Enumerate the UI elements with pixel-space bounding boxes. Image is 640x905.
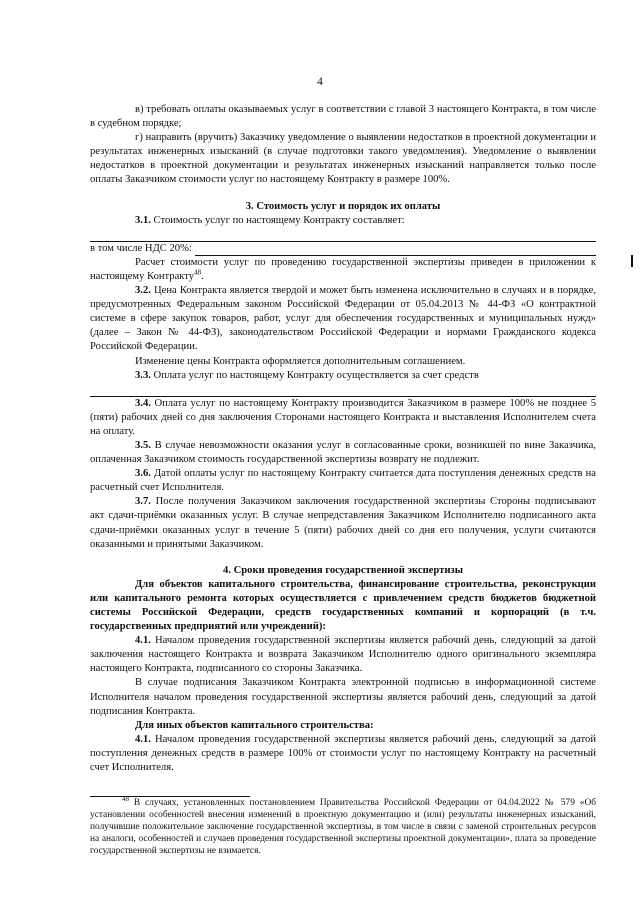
clause-4-1-a-number: 4.1. xyxy=(135,635,151,647)
clause-3-3-text: Оплата услуг по настоящему Контракту осуществляется за счет средств xyxy=(150,369,479,381)
clause-3-2 xyxy=(90,284,596,354)
margin-mark xyxy=(631,255,633,267)
calc-paragraph xyxy=(90,256,596,284)
clause-3-6-number: 3.6. xyxy=(135,468,151,480)
clause-4-1-b-text: Началом проведения государственной экспертизы является рабочий день, следующий за датой поступления денежных средств в размере 100% от стоимости услуг по настоящему Контракту на расчетный счет Исполнителя. xyxy=(90,733,596,774)
calc-text: Расчет стоимости услуг по проведению государственной экспертизы приведен в приложении к настоящему Контракту xyxy=(90,256,596,282)
calc-text-end: . xyxy=(201,270,204,282)
section-3-title: 3. Стоимость услуг и порядок их оплаты xyxy=(245,200,441,212)
clause-3-6 xyxy=(90,467,596,495)
clause-3-4-text: Оплата услуг по настоящему Контракту производится Заказчиком в размере 100% не позднее 5 (пяти) рабочих дней со дня заключения Сторонами настоящего Контракта и выставления Исполнителем счета на оплату. xyxy=(90,397,596,437)
clause-3-5-number: 3.5. xyxy=(135,439,151,451)
clause-3-7 xyxy=(90,495,596,551)
vat-blank-line xyxy=(195,245,596,256)
clause-4-1-b xyxy=(90,733,596,775)
section-4-other-text: Для иных объектов капитального строительства: xyxy=(135,719,374,731)
clause-3-7-text: После получения Заказчиком заключения государственной экспертизы Стороны подписывают акт сдачи-приёмки оказанных услуг. В случае непредставления Заказчиком Исполнителю подписанного акта сдачи-приёмки оказанных услуг в течение 5 (пяти) рабочих дней со дня его получения, услуги считаются оказанными и принятыми Заказчиком. xyxy=(90,496,596,550)
footnote xyxy=(90,794,596,857)
clause-4-1-b-number: 4.1. xyxy=(135,733,151,745)
clause-3-1-text: Стоимость услуг по настоящему Контракту составляет: xyxy=(150,214,405,226)
section-4-bold-text: Для объектов капитального строительства, финансирование строительства, реконструкции или капитального ремонта которых осуществляется с привлечением средств бюджетов бюджетной системы Российской Федерации, средств государственных компаний и корпораций (в т.ч. государственных предприятий или учреждений): xyxy=(90,578,596,633)
clause-3-4-number: 3.4. xyxy=(135,397,151,409)
clause-3-3-number: 3.3. xyxy=(135,369,151,381)
clause-3-3 xyxy=(90,369,596,383)
clause-3-2-note: Изменение цены Контракта оформляется дополнительным соглашением. xyxy=(135,355,466,367)
clause-3-7-number: 3.7. xyxy=(135,496,151,508)
page-number: 4 xyxy=(317,76,323,88)
clause-3-2-number: 3.2. xyxy=(135,285,151,297)
clause-3-5 xyxy=(90,439,596,467)
section-4-other-heading xyxy=(90,719,596,733)
paragraph-v: в) требовать оплаты оказываемых услуг в соответствии с главой 3 настоящего Контракта, в том числе в судебном порядке; xyxy=(90,104,596,130)
clause-4-1-a-text: Началом проведения государственной экспертизы является рабочий день, следующий за датой заключения настоящего Контракта и возврата Заказчиком Исполнителю одного оригинального экземпляра настоящего Контракта, подписанного со стороны Заказчика. xyxy=(90,635,596,675)
clause-3-6-text: Датой оплаты услуг по настоящему Контракту считается дата поступления денежных средств на расчетный счет Исполнителя. xyxy=(90,468,596,494)
vat-label: в том числе НДС 20%: xyxy=(90,242,192,254)
footnote-text: В случаях, установленных постановлением Правительства Российской Федерации от 04.04.2022 № 579 «Об установлении особенностей внесения изменений в проектную документацию и (или) результаты инженерных изысканий, получившие положительное заключение государственной экспертизы, в том числе в связи с заменой строительных ресурсов на аналоги, особенностей и случаев проведения государственной экспертизы проектной документации», плата за проведение государственной экспертизы не взимается. xyxy=(90,798,596,857)
vat-row xyxy=(90,242,596,256)
section-4-title: 4. Сроки проведения государственной экспертизы xyxy=(223,564,463,576)
footnote-number: 48 xyxy=(122,794,129,803)
cost-blank-line xyxy=(90,228,596,242)
funding-blank-line xyxy=(90,383,596,397)
footnote-ref: 48 xyxy=(194,268,202,277)
clause-3-1-number: 3.1. xyxy=(135,214,151,226)
section-4-bold-heading xyxy=(90,578,596,634)
clause-4-1-a-electronic: В случае подписания Заказчиком Контракта электронной подписью в информационной системе Исполнителя началом проведения государственной экспертизы является рабочий день, следующий за датой подписания Контракта. xyxy=(90,677,596,717)
clause-4-1-a xyxy=(90,634,596,676)
clause-3-4 xyxy=(90,397,596,439)
clause-3-5-text: В случае невозможности оказания услуг в согласованные сроки, возникшей по вине Заказчика, оплаченная Заказчиком стоимость государственной экспертизы возврату не подлежит. xyxy=(90,439,596,466)
paragraph-g: г) направить (вручить) Заказчику уведомление о выявлении недостатков в проектной документации и результатах инженерных изысканий (в случае подготовки такого уведомления). Уведомление о выявлении недостатков в проектной документации и результатах инженерных изысканий направляется только после оплаты Заказчиком стоимости услуг по настоящему Контракту в размере 100%. xyxy=(90,132,596,186)
clause-3-2-text: Цена Контракта является твердой и может быть изменена исключительно в случаях и в порядке, предусмотренных Федеральным законом Российской Федерации от 05.04.2013 № 44-ФЗ «О контрактной системе в сфере закупок товаров, работ, услуг для обеспечения государственных и муниципальных нужд» (далее – Закон № 44-ФЗ), законодательством Российской Федерации и нормами Гражданского кодекса Российской Федерации. xyxy=(90,285,596,353)
clause-3-1 xyxy=(90,214,596,228)
document-body xyxy=(90,103,596,775)
